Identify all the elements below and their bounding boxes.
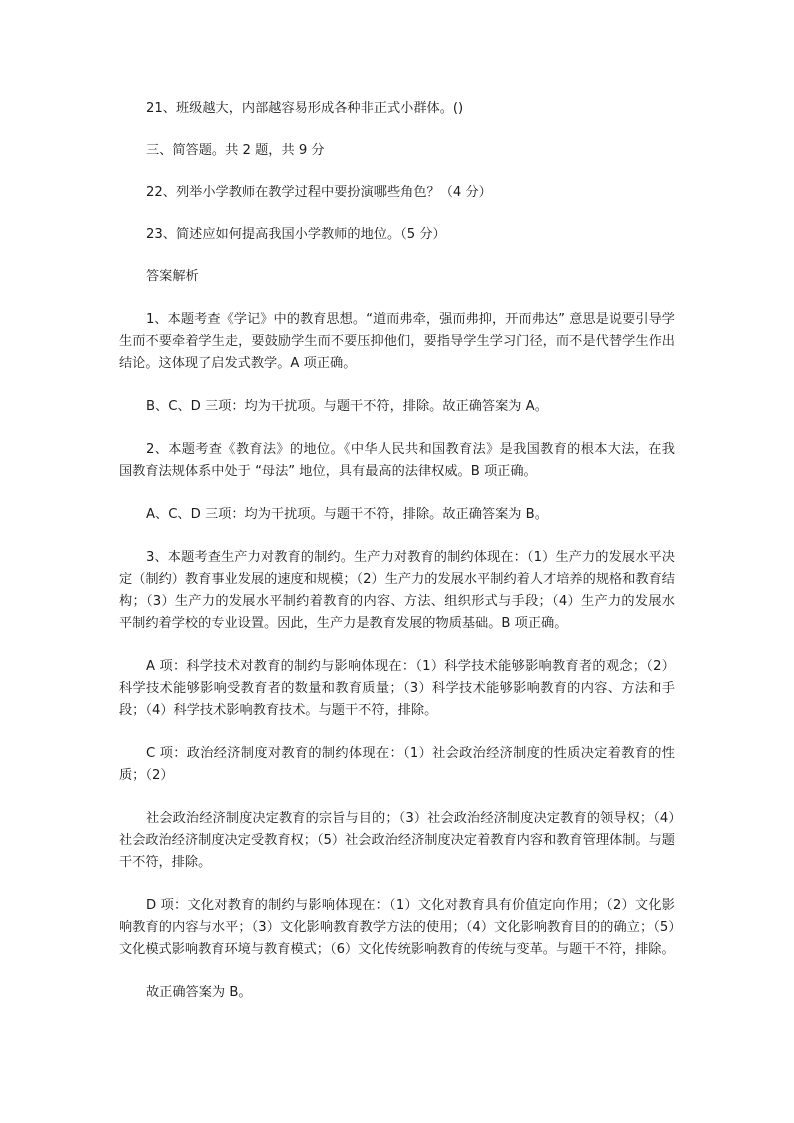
answer-2-explanation: 2、本题考查《教育法》的地位。《中华人民共和国教育法》是我国教育的根本大法，在我国教育法规体系中处于 “母法” 地位，具有最高的法律权威。B 项正确。	[119, 442, 675, 479]
answer-3-option-d: D 项：文化对教育的制约与影响体现在：（1）文化对教育具有价值定向作用；（2）文化影响教育的内容与水平；（3）文化影响教育教学方法的使用；（4）文化影响教育目的的确立；（5）文化模式影响教育环境与教育模式；（6）文化传统影响教育的传统与变革。与题干不符，排除。	[119, 898, 675, 957]
answers-heading: 答案解析	[146, 269, 199, 284]
answer-3-explanation: 3、本题考查生产力对教育的制约。生产力对教育的制约体现在：（1）生产力的发展水平决定（制约）教育事业发展的速度和规模；（2）生产力的发展水平制约着人才培养的规格和教育结构；（3）生产力的发展水平制约着教育的内容、方法、组织形式与手段；（4）生产力的发展水平制约着学校的专业设置。因此，生产力是教育发展的物质基础。B 项正确。	[119, 550, 675, 631]
question-23: 23、简述应如何提高我国小学教师的地位。（5 分）	[146, 227, 446, 242]
answer-3-option-c: C 项：政治经济制度对教育的制约体现在：（1）社会政治经济制度的性质决定着教育的性质；（2）	[119, 746, 675, 783]
answer-1-explanation: 1、本题考查《学记》中的教育思想。“道而弗牵，强而弗抑，开而弗达” 意思是说要引导学生而不要牵着学生走，要鼓励学生而不要压抑他们，要指导学生学习门径，而不是代替学生作出结论。这体现了启发式教学。A 项正确。	[119, 312, 675, 371]
answer-3-conclusion: 故正确答案为 B。	[146, 985, 252, 1000]
answer-3-option-a: A 项：科学技术对教育的制约与影响体现在：（1）科学技术能够影响教育者的观念；（2）科学技术能够影响受教育者的数量和教育质量；（3）科学技术能够影响教育的内容、方法和手段；（4）科学技术影响教育技术。与题干不符，排除。	[119, 659, 675, 718]
answer-1-distractors: B、C、D 三项：均为干扰项。与题干不符，排除。故正确答案为 A。	[146, 399, 548, 414]
question-21: 21、班级越大，内部越容易形成各种非正式小群体。()	[146, 101, 464, 116]
question-22: 22、列举小学教师在教学过程中要扮演哪些角色？（4 分）	[146, 185, 492, 200]
answer-2-distractors: A、C、D 三项：均为干扰项。与题干不符，排除。故正确答案为 B。	[146, 507, 548, 522]
document-body	[119, 98, 675, 1004]
answer-3-option-c-continued: 社会政治经济制度决定教育的宗旨与目的；（3）社会政治经济制度决定教育的领导权；（4）社会政治经济制度决定受教育权；（5）社会政治经济制度决定着教育内容和教育管理体制。与题干不符，排除。	[119, 811, 675, 870]
section-heading-short-answer: 三、简答题。共 2 题，共 9 分	[146, 143, 325, 158]
